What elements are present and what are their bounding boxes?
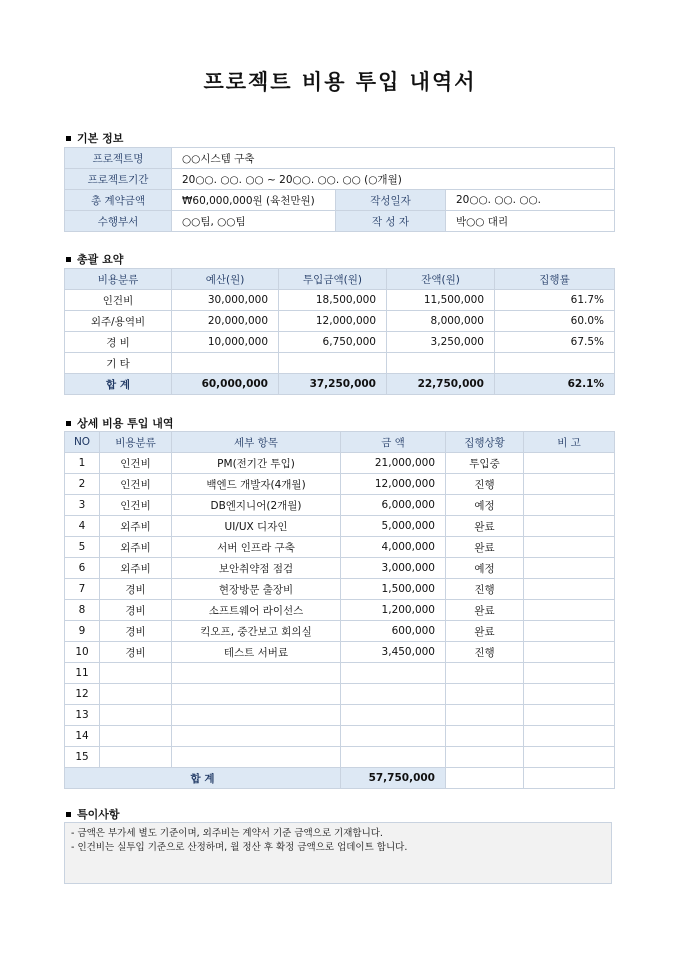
detail-total-row: [65, 768, 615, 789]
summary-cell: [172, 353, 279, 374]
detail-cell: [172, 684, 341, 705]
detail-cell: 킥오프, 중간보고 회의실: [172, 621, 341, 642]
detail-cell: 진행: [446, 579, 524, 600]
section-detail-heading: 상세 비용 투입 내역: [66, 415, 174, 431]
summary-cell: 30,000,000: [172, 290, 279, 311]
summary-cell: 18,500,000: [279, 290, 387, 311]
detail-cell: 보안취약점 점검: [172, 558, 341, 579]
detail-cell: 외주비: [100, 516, 172, 537]
detail-cell: [446, 663, 524, 684]
dept-value: ○○팀, ○○팀: [172, 211, 336, 232]
summary-cell: 3,250,000: [387, 332, 495, 353]
note-line: - 금액은 부가세 별도 기준이며, 외주비는 계약서 기준 금액으로 기재합니다.: [71, 828, 383, 839]
detail-cell: [100, 726, 172, 747]
detail-cell: [341, 726, 446, 747]
detail-cell: [524, 516, 615, 537]
document-title: 프로젝트 비용 투입 내역서: [203, 70, 477, 94]
detail-row: [65, 726, 615, 747]
summary-total-budget: 60,000,000: [172, 374, 279, 395]
detail-cell: [524, 600, 615, 621]
detail-cell: 12,000,000: [341, 474, 446, 495]
detail-cell: 투입중: [446, 453, 524, 474]
detail-cell: [341, 684, 446, 705]
detail-row: [65, 453, 615, 474]
detail-cell: 완료: [446, 600, 524, 621]
detail-total-empty: [524, 768, 615, 789]
detail-header: NO: [65, 432, 100, 453]
summary-total-spent: 37,250,000: [279, 374, 387, 395]
author-value: 박○○ 대리: [446, 211, 615, 232]
summary-total-remaining: 22,750,000: [387, 374, 495, 395]
detail-cell: 4,000,000: [341, 537, 446, 558]
detail-cell: [524, 726, 615, 747]
summary-cell: [279, 353, 387, 374]
detail-cell: 경비: [100, 579, 172, 600]
detail-cell: 7: [65, 579, 100, 600]
summary-cell: 경 비: [65, 332, 172, 353]
detail-row: [65, 684, 615, 705]
project-name-value: ○○시스템 구축: [172, 148, 615, 169]
detail-cell: [100, 747, 172, 768]
dept-label: 수행부서: [65, 211, 172, 232]
summary-total-rate: 62.1%: [495, 374, 615, 395]
detail-header: 금 액: [341, 432, 446, 453]
summary-cell: 기 타: [65, 353, 172, 374]
note-line: - 인건비는 실투입 기준으로 산정하며, 월 정산 후 확정 금액으로 업데이트 합니다.: [71, 842, 408, 853]
detail-cell: 현장방문 출장비: [172, 579, 341, 600]
detail-header: 비용분류: [100, 432, 172, 453]
basic-info-table: [64, 147, 615, 232]
summary-header: 잔액(원): [387, 269, 495, 290]
section-summary-heading: 총괄 요약: [66, 251, 123, 267]
detail-cell: [100, 705, 172, 726]
detail-cell: [172, 663, 341, 684]
detail-row: [65, 537, 615, 558]
detail-cell: [172, 726, 341, 747]
summary-cell: 12,000,000: [279, 311, 387, 332]
summary-cell: 10,000,000: [172, 332, 279, 353]
detail-row: [65, 663, 615, 684]
detail-cell: 진행: [446, 642, 524, 663]
detail-cell: 백엔드 개발자(4개월): [172, 474, 341, 495]
summary-cell: 61.7%: [495, 290, 615, 311]
summary-total-row: [65, 374, 615, 395]
detail-cell: 예정: [446, 495, 524, 516]
summary-row: [65, 353, 615, 374]
detail-cell: [524, 453, 615, 474]
detail-cell: 진행: [446, 474, 524, 495]
notes-box: [64, 822, 612, 884]
detail-cell: 10: [65, 642, 100, 663]
detail-cell: [524, 537, 615, 558]
period-value: 20○○. ○○. ○○ ~ 20○○. ○○. ○○ (○개월): [172, 169, 615, 190]
summary-header: 투입금액(원): [279, 269, 387, 290]
detail-row: [65, 600, 615, 621]
detail-cell: 600,000: [341, 621, 446, 642]
detail-cell: 1: [65, 453, 100, 474]
detail-cell: 14: [65, 726, 100, 747]
summary-cell: 8,000,000: [387, 311, 495, 332]
detail-row: [65, 495, 615, 516]
detail-cell: [524, 495, 615, 516]
detail-row: [65, 705, 615, 726]
summary-row: [65, 290, 615, 311]
detail-cell: 경비: [100, 621, 172, 642]
detail-cell: 5: [65, 537, 100, 558]
detail-cell: [524, 663, 615, 684]
detail-table: [64, 431, 615, 789]
summary-row: [65, 311, 615, 332]
detail-cell: 인건비: [100, 453, 172, 474]
detail-cell: [446, 747, 524, 768]
detail-cell: [341, 747, 446, 768]
detail-cell: 8: [65, 600, 100, 621]
detail-cell: [446, 726, 524, 747]
detail-cell: [341, 663, 446, 684]
detail-cell: 3,450,000: [341, 642, 446, 663]
detail-cell: 1,200,000: [341, 600, 446, 621]
summary-row: [65, 332, 615, 353]
detail-cell: 11: [65, 663, 100, 684]
summary-total-label: 합 계: [65, 374, 172, 395]
summary-cell: 11,500,000: [387, 290, 495, 311]
summary-header: 집행률: [495, 269, 615, 290]
detail-cell: 21,000,000: [341, 453, 446, 474]
detail-cell: DB엔지니어(2개월): [172, 495, 341, 516]
detail-cell: 2: [65, 474, 100, 495]
detail-cell: 13: [65, 705, 100, 726]
detail-cell: 소프트웨어 라이선스: [172, 600, 341, 621]
section-basic-heading: 기본 정보: [66, 130, 123, 146]
contract-label: 총 계약금액: [65, 190, 172, 211]
detail-total-amount: 57,750,000: [341, 768, 446, 789]
summary-table: [64, 268, 615, 395]
detail-cell: [446, 705, 524, 726]
detail-cell: [100, 663, 172, 684]
period-label: 프로젝트기간: [65, 169, 172, 190]
date-label: 작성일자: [336, 190, 446, 211]
detail-cell: 12: [65, 684, 100, 705]
summary-header: 비용분류: [65, 269, 172, 290]
summary-cell: 외주/용역비: [65, 311, 172, 332]
detail-cell: 완료: [446, 516, 524, 537]
detail-cell: [524, 621, 615, 642]
detail-cell: 6,000,000: [341, 495, 446, 516]
detail-cell: [172, 747, 341, 768]
detail-cell: 외주비: [100, 558, 172, 579]
summary-cell: 6,750,000: [279, 332, 387, 353]
detail-cell: [524, 579, 615, 600]
date-value: 20○○. ○○. ○○.: [446, 190, 615, 211]
detail-cell: 경비: [100, 600, 172, 621]
detail-cell: 인건비: [100, 495, 172, 516]
detail-cell: [100, 684, 172, 705]
detail-cell: 6: [65, 558, 100, 579]
detail-cell: [341, 705, 446, 726]
detail-header: 집행상황: [446, 432, 524, 453]
detail-header: 세부 항목: [172, 432, 341, 453]
summary-cell: 인건비: [65, 290, 172, 311]
detail-row: [65, 621, 615, 642]
detail-cell: 1,500,000: [341, 579, 446, 600]
summary-header: 예산(원): [172, 269, 279, 290]
detail-row: [65, 747, 615, 768]
detail-cell: 외주비: [100, 537, 172, 558]
detail-row: [65, 579, 615, 600]
detail-cell: 9: [65, 621, 100, 642]
detail-row: [65, 516, 615, 537]
detail-cell: [524, 747, 615, 768]
detail-cell: 4: [65, 516, 100, 537]
detail-row: [65, 642, 615, 663]
detail-row: [65, 558, 615, 579]
detail-cell: [524, 642, 615, 663]
section-notes-heading: 특이사항: [66, 806, 120, 822]
summary-cell: 67.5%: [495, 332, 615, 353]
detail-cell: 테스트 서버료: [172, 642, 341, 663]
detail-cell: 인건비: [100, 474, 172, 495]
detail-cell: 경비: [100, 642, 172, 663]
detail-cell: [524, 684, 615, 705]
summary-cell: [387, 353, 495, 374]
author-label: 작 성 자: [336, 211, 446, 232]
detail-header: 비 고: [524, 432, 615, 453]
detail-cell: 완료: [446, 621, 524, 642]
detail-cell: 예정: [446, 558, 524, 579]
detail-cell: 완료: [446, 537, 524, 558]
summary-cell: [495, 353, 615, 374]
detail-cell: [524, 705, 615, 726]
detail-cell: 3: [65, 495, 100, 516]
detail-cell: [446, 684, 524, 705]
detail-total-label: 합 계: [65, 768, 341, 789]
summary-cell: 60.0%: [495, 311, 615, 332]
detail-cell: [524, 558, 615, 579]
summary-cell: 20,000,000: [172, 311, 279, 332]
detail-cell: PM(전기간 투입): [172, 453, 341, 474]
contract-value: ₩60,000,000원 (육천만원): [172, 190, 336, 211]
detail-cell: 3,000,000: [341, 558, 446, 579]
detail-cell: [524, 474, 615, 495]
detail-cell: 서버 인프라 구축: [172, 537, 341, 558]
project-name-label: 프로젝트명: [65, 148, 172, 169]
detail-cell: [172, 705, 341, 726]
detail-row: [65, 474, 615, 495]
detail-total-empty: [446, 768, 524, 789]
detail-cell: 5,000,000: [341, 516, 446, 537]
detail-cell: UI/UX 디자인: [172, 516, 341, 537]
detail-cell: 15: [65, 747, 100, 768]
